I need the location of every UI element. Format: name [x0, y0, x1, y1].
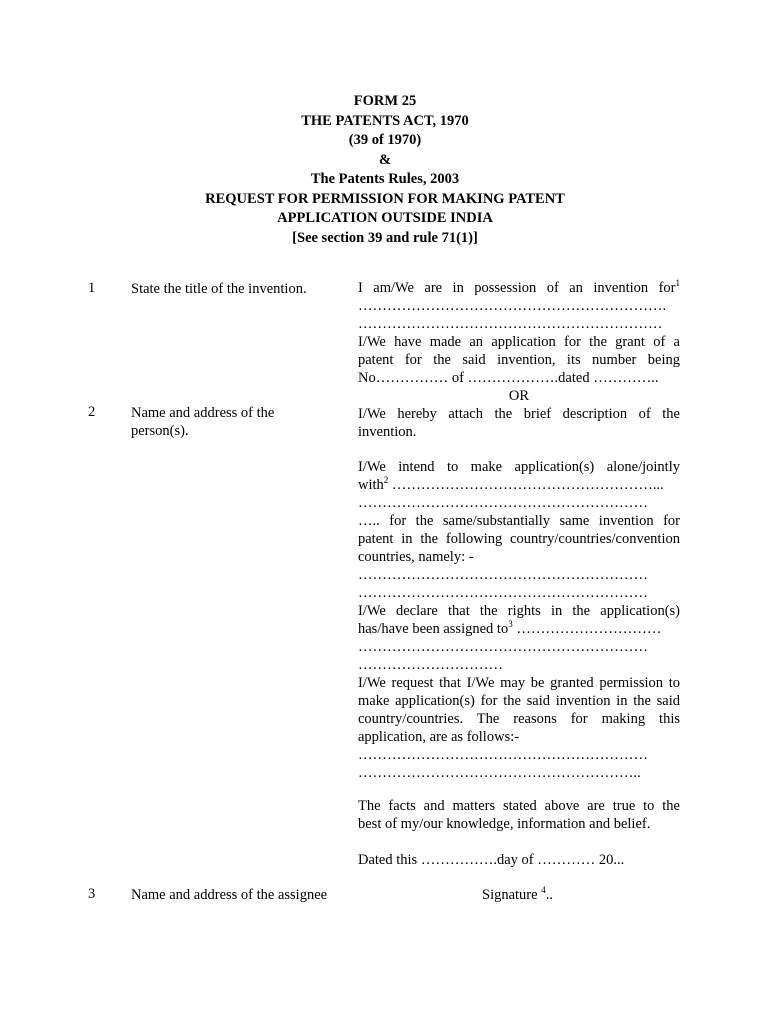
- application-line-2: patent for the said invention, its number being: [358, 352, 680, 368]
- countries-blank-2: ……………………………………………………: [358, 585, 648, 601]
- request-line-3: country/countries. The reasons for making this: [358, 711, 680, 727]
- ampersand: &: [378, 151, 392, 168]
- countries-blank-1: ……………………………………………………: [358, 567, 648, 583]
- declaration-block-1: [358, 279, 680, 441]
- item-number-3: 3: [88, 886, 96, 902]
- assigned-text: has/have been assigned to: [358, 621, 509, 637]
- act-number: (39 of 1970): [348, 132, 422, 148]
- dated-line: Dated this …………….day of ………… 20...: [358, 852, 625, 868]
- rights-line-2: [358, 620, 680, 638]
- request-line-4: application, are as follows:-: [358, 729, 520, 745]
- assignee-blank-1: ……………………………………………………: [358, 639, 648, 655]
- item-label-name-address: [131, 404, 331, 440]
- signature-tail: ..: [545, 887, 553, 903]
- application-number-line: No…………… of ……………….dated …………..: [358, 370, 659, 386]
- request-title-line1: REQUEST FOR PERMISSION FOR MAKING PATENT: [205, 190, 565, 207]
- attach-line-1: I/We hereby attach the brief description of the: [358, 406, 680, 422]
- footnote-marker-2: 2: [383, 475, 389, 485]
- signature-line: [482, 886, 632, 904]
- declaration-block-2: [358, 458, 680, 782]
- reasons-blank-1: ……………………………………………………: [358, 747, 648, 763]
- verification-block: [358, 797, 680, 833]
- application-line-1: I/We have made an application for the grant of a: [358, 334, 680, 350]
- item-number-2: 2: [88, 404, 96, 420]
- assigned-blank: …………………………: [512, 621, 662, 637]
- item-label-line: person(s).: [131, 423, 189, 439]
- rules-title: The Patents Rules, 2003: [310, 171, 460, 187]
- or-separator: OR: [508, 388, 530, 404]
- possession-line: [358, 279, 680, 297]
- intend-line-1: I/We intend to make application(s) alone/jointly: [358, 459, 680, 475]
- reasons-blank-2: …………………………………………………..: [358, 765, 641, 781]
- item-label-line: Name and address of the: [131, 405, 275, 421]
- item-label-title: State the title of the invention.: [131, 281, 307, 297]
- item-label-assignee: Name and address of the assignee: [131, 887, 328, 903]
- with-blank: ………………………………………………...: [388, 477, 664, 493]
- section-reference: [See section 39 and rule 71(1)]: [292, 229, 478, 246]
- footnote-marker-3: 3: [508, 619, 513, 629]
- intend-line-4: patent in the following country/countries/convention: [358, 531, 680, 547]
- form-number: FORM 25: [353, 93, 417, 109]
- intend-line-5: countries, namely: -: [358, 549, 474, 565]
- rights-line-1: I/We declare that the rights in the application(s): [358, 603, 680, 619]
- form-header: [0, 92, 770, 248]
- intend-line-2: [358, 476, 680, 494]
- assignee-blank-2: …………………………: [358, 657, 503, 673]
- verification-line-1: The facts and matters stated above are true to the: [358, 798, 680, 814]
- verification-line-2: best of my/our knowledge, information and belief.: [358, 816, 651, 832]
- request-title-line2: APPLICATION OUTSIDE INDIA: [277, 210, 493, 226]
- footnote-marker-1: 1: [675, 278, 680, 288]
- jointly-blank: ……………………………………………………: [358, 495, 648, 511]
- request-line-1: I/We request that I/We may be granted permission to: [358, 675, 680, 691]
- possession-text: I am/We are in possession of an invention for: [358, 280, 676, 296]
- request-line-2: make application(s) for the said invention in the said: [358, 693, 680, 709]
- attach-line-2: invention.: [358, 424, 417, 440]
- act-title: THE PATENTS ACT, 1970: [301, 112, 469, 129]
- item-number-1: 1: [88, 280, 96, 296]
- intend-line-3: ….. for the same/substantially same invention for: [358, 513, 680, 529]
- footnote-marker-4: 4: [541, 885, 546, 895]
- title-blank-2: ………………………………………………………: [358, 316, 663, 332]
- with-text: with: [358, 477, 384, 493]
- signature-label: Signature: [482, 887, 538, 903]
- title-blank-1: ……………………………………………………….: [358, 298, 667, 314]
